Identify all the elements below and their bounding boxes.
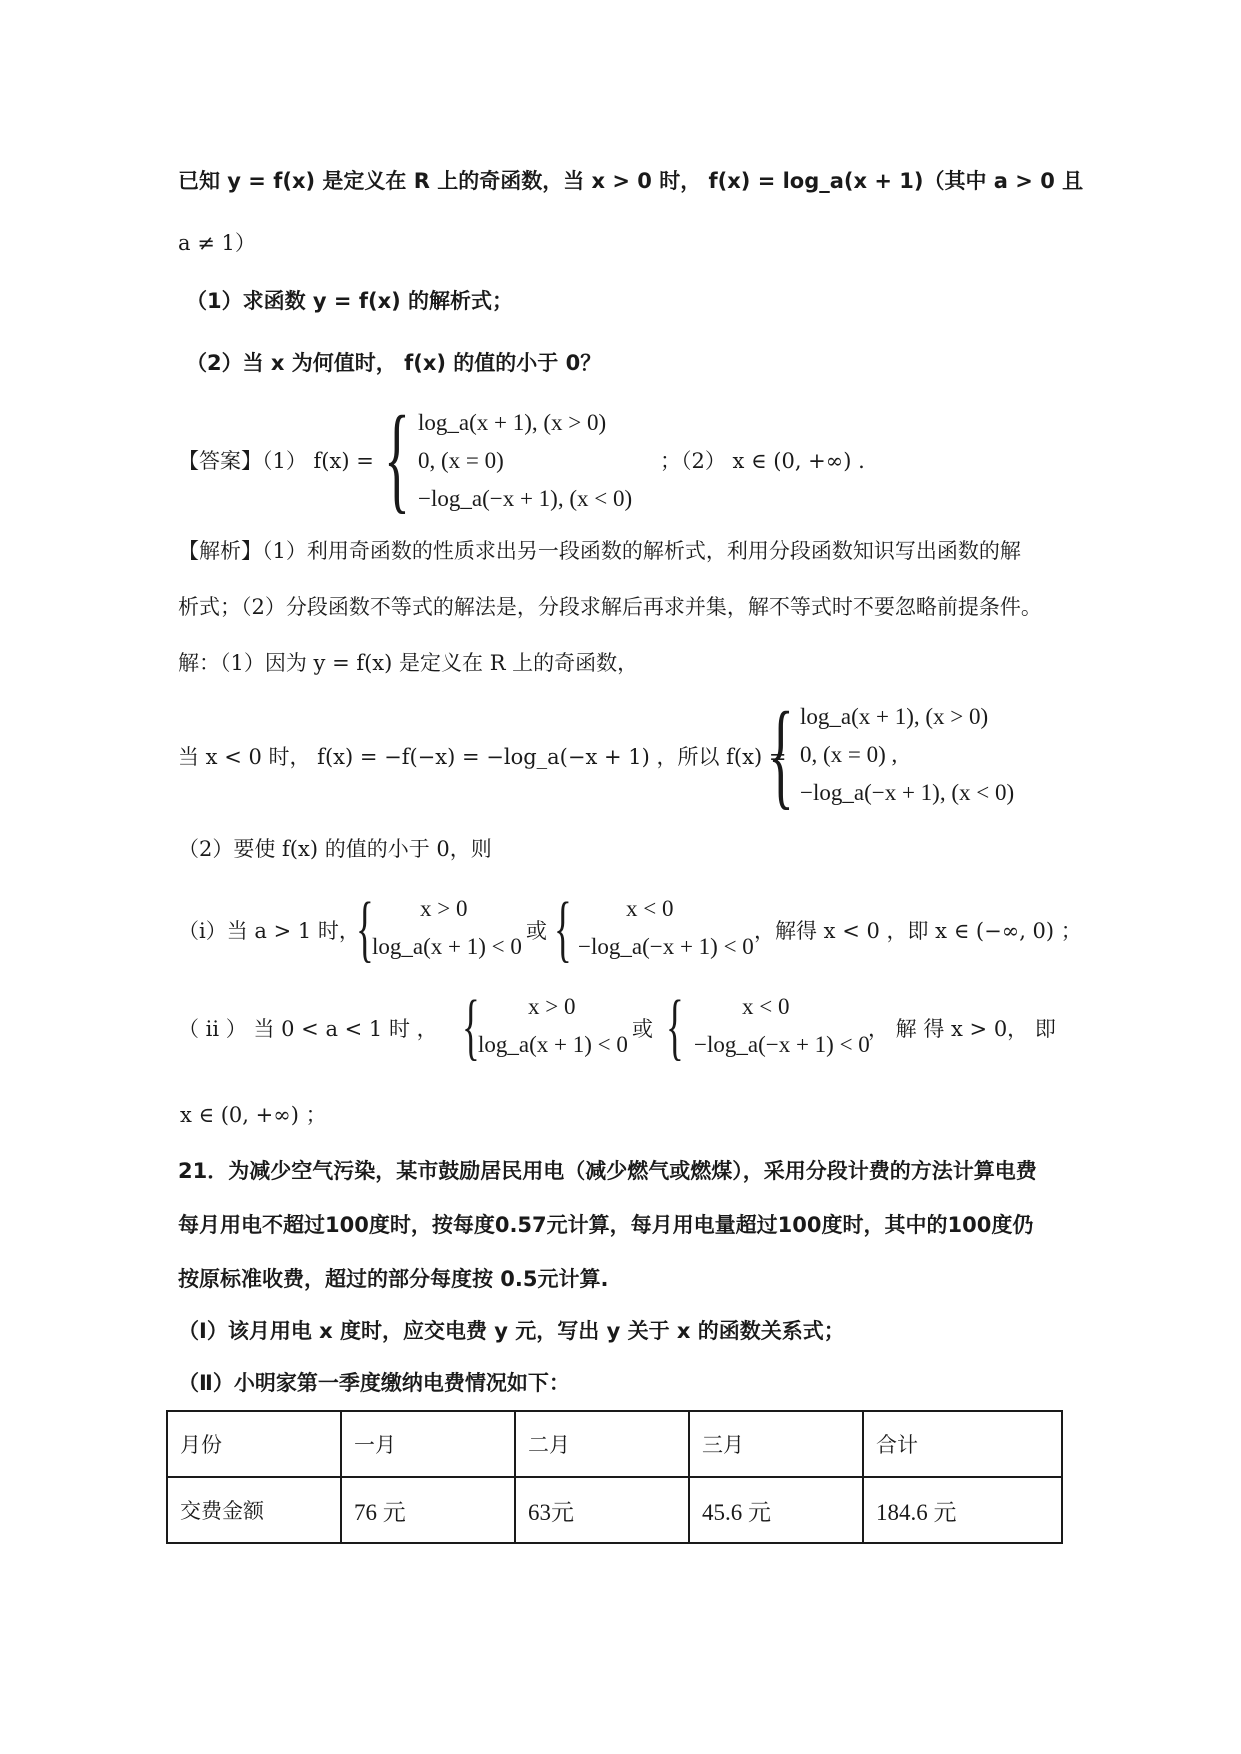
case-2-system-1-a: x > 0 bbox=[528, 994, 576, 1019]
answer-piece-1: log_a(x + 1), (x > 0) bbox=[418, 410, 607, 435]
case-1-system-2-a: x < 0 bbox=[626, 896, 674, 921]
table-header-cell: 月份 bbox=[167, 1411, 341, 1477]
table-header-cell: 二月 bbox=[515, 1411, 689, 1477]
answer-tail: ；（2） x ∈ (0, +∞) . bbox=[660, 449, 865, 473]
intro-line-1: 已知 y = f(x) 是定义在 R 上的奇函数，当 x > 0 时， f(x) = log_a(x + 1)（其中 a > 0 且 bbox=[178, 169, 1084, 193]
analysis-line-1: 【解析】（1）利用奇函数的性质求出另一段函数的解析式，利用分段函数知识写出函数的解 bbox=[178, 539, 1021, 563]
intro-line-2: a ≠ 1） bbox=[178, 231, 256, 255]
case-1-system-2-b: −log_a(−x + 1) < 0 bbox=[578, 934, 754, 959]
case-2-brace-1: { bbox=[462, 986, 480, 1068]
analysis-line-2: 析式；（2）分段函数不等式的解法是，分段求解后再求并集，解不等式时不要忽略前提条件。 bbox=[178, 595, 1042, 619]
case-2-line-2: x ∈ (0, +∞) ； bbox=[180, 1103, 327, 1127]
question-1: （1）求函数 y = f(x) 的解析式； bbox=[186, 289, 514, 313]
case-1-brace-2: { bbox=[554, 888, 572, 970]
problem-21-part-2: （Ⅱ）小明家第一季度缴纳电费情况如下： bbox=[178, 1371, 570, 1395]
case-1-lead: （i）当 a > 1 时， bbox=[178, 919, 360, 943]
solution-piece-3: −log_a(−x + 1), (x < 0) bbox=[800, 780, 1015, 805]
solution-line-1: 解：（1）因为 y = f(x) 是定义在 R 上的奇函数， bbox=[178, 651, 639, 675]
case-1-system-1-b: log_a(x + 1) < 0 bbox=[372, 934, 522, 959]
question-2: （2）当 x 为何值时， f(x) 的值的小于 0？ bbox=[186, 351, 602, 375]
case-2-system-2-b: −log_a(−x + 1) < 0 bbox=[694, 1032, 870, 1057]
table-cell: 63元 bbox=[515, 1477, 689, 1543]
table-header-row bbox=[167, 1411, 1062, 1477]
case-2-system-2-a: x < 0 bbox=[742, 994, 790, 1019]
case-1-brace-1: { bbox=[356, 888, 374, 970]
case-1-tail: ，解得 x < 0 ，即 x ∈ (−∞, 0) ； bbox=[754, 919, 1082, 943]
solution-part-2: （2）要使 f(x) 的值的小于 0，则 bbox=[178, 837, 492, 861]
table-cell: 45.6 元 bbox=[689, 1477, 863, 1543]
table-header-cell: 三月 bbox=[689, 1411, 863, 1477]
solution-line-2: 当 x < 0 时， f(x) = −f(−x) = −log_a(−x + 1) ，所以 f(x) = bbox=[178, 745, 787, 769]
case-1-or: 或 bbox=[526, 919, 547, 943]
case-2-lead: （ ii ） 当 0 < a < 1 时 ， bbox=[178, 1017, 438, 1041]
problem-21-line-1: 21．为减少空气污染，某市鼓励居民用电（减少燃气或燃煤），采用分段计费的方法计算电费 bbox=[178, 1159, 1037, 1183]
case-2-tail: ， 解 得 x > 0， 即 bbox=[868, 1017, 1056, 1041]
case-2-system-1-b: log_a(x + 1) < 0 bbox=[478, 1032, 628, 1057]
problem-21-part-1: （Ⅰ）该月用电 x 度时，应交电费 y 元，写出 y 关于 x 的函数关系式； bbox=[178, 1319, 845, 1343]
case-1-system-1-a: x > 0 bbox=[420, 896, 468, 921]
problem-21-line-3: 按原标准收费，超过的部分每度按 0.5元计算. bbox=[178, 1267, 609, 1291]
answer-piece-2: 0, (x = 0) bbox=[418, 448, 504, 473]
solution-brace: { bbox=[768, 687, 794, 820]
problem-21-line-2: 每月用电不超过100度时，按每度0.57元计算，每月用电量超过100度时，其中的100度仍 bbox=[178, 1213, 1034, 1237]
table-header-cell: 一月 bbox=[341, 1411, 515, 1477]
case-2-or: 或 bbox=[632, 1017, 653, 1041]
solution-piece-2: 0, (x = 0) , bbox=[800, 742, 898, 767]
fee-table bbox=[166, 1410, 1063, 1544]
answer-label: 【答案】（1） f(x) = bbox=[178, 449, 374, 473]
solution-piece-1: log_a(x + 1), (x > 0) bbox=[800, 704, 989, 729]
table-cell: 184.6 元 bbox=[863, 1477, 1062, 1543]
table-header-cell: 合计 bbox=[863, 1411, 1062, 1477]
table-cell: 交费金额 bbox=[167, 1477, 341, 1543]
answer-piece-3: −log_a(−x + 1), (x < 0) bbox=[418, 486, 633, 511]
table-row bbox=[167, 1477, 1062, 1543]
answer-brace: { bbox=[384, 391, 410, 524]
case-2-brace-2: { bbox=[666, 986, 684, 1068]
table-cell: 76 元 bbox=[341, 1477, 515, 1543]
